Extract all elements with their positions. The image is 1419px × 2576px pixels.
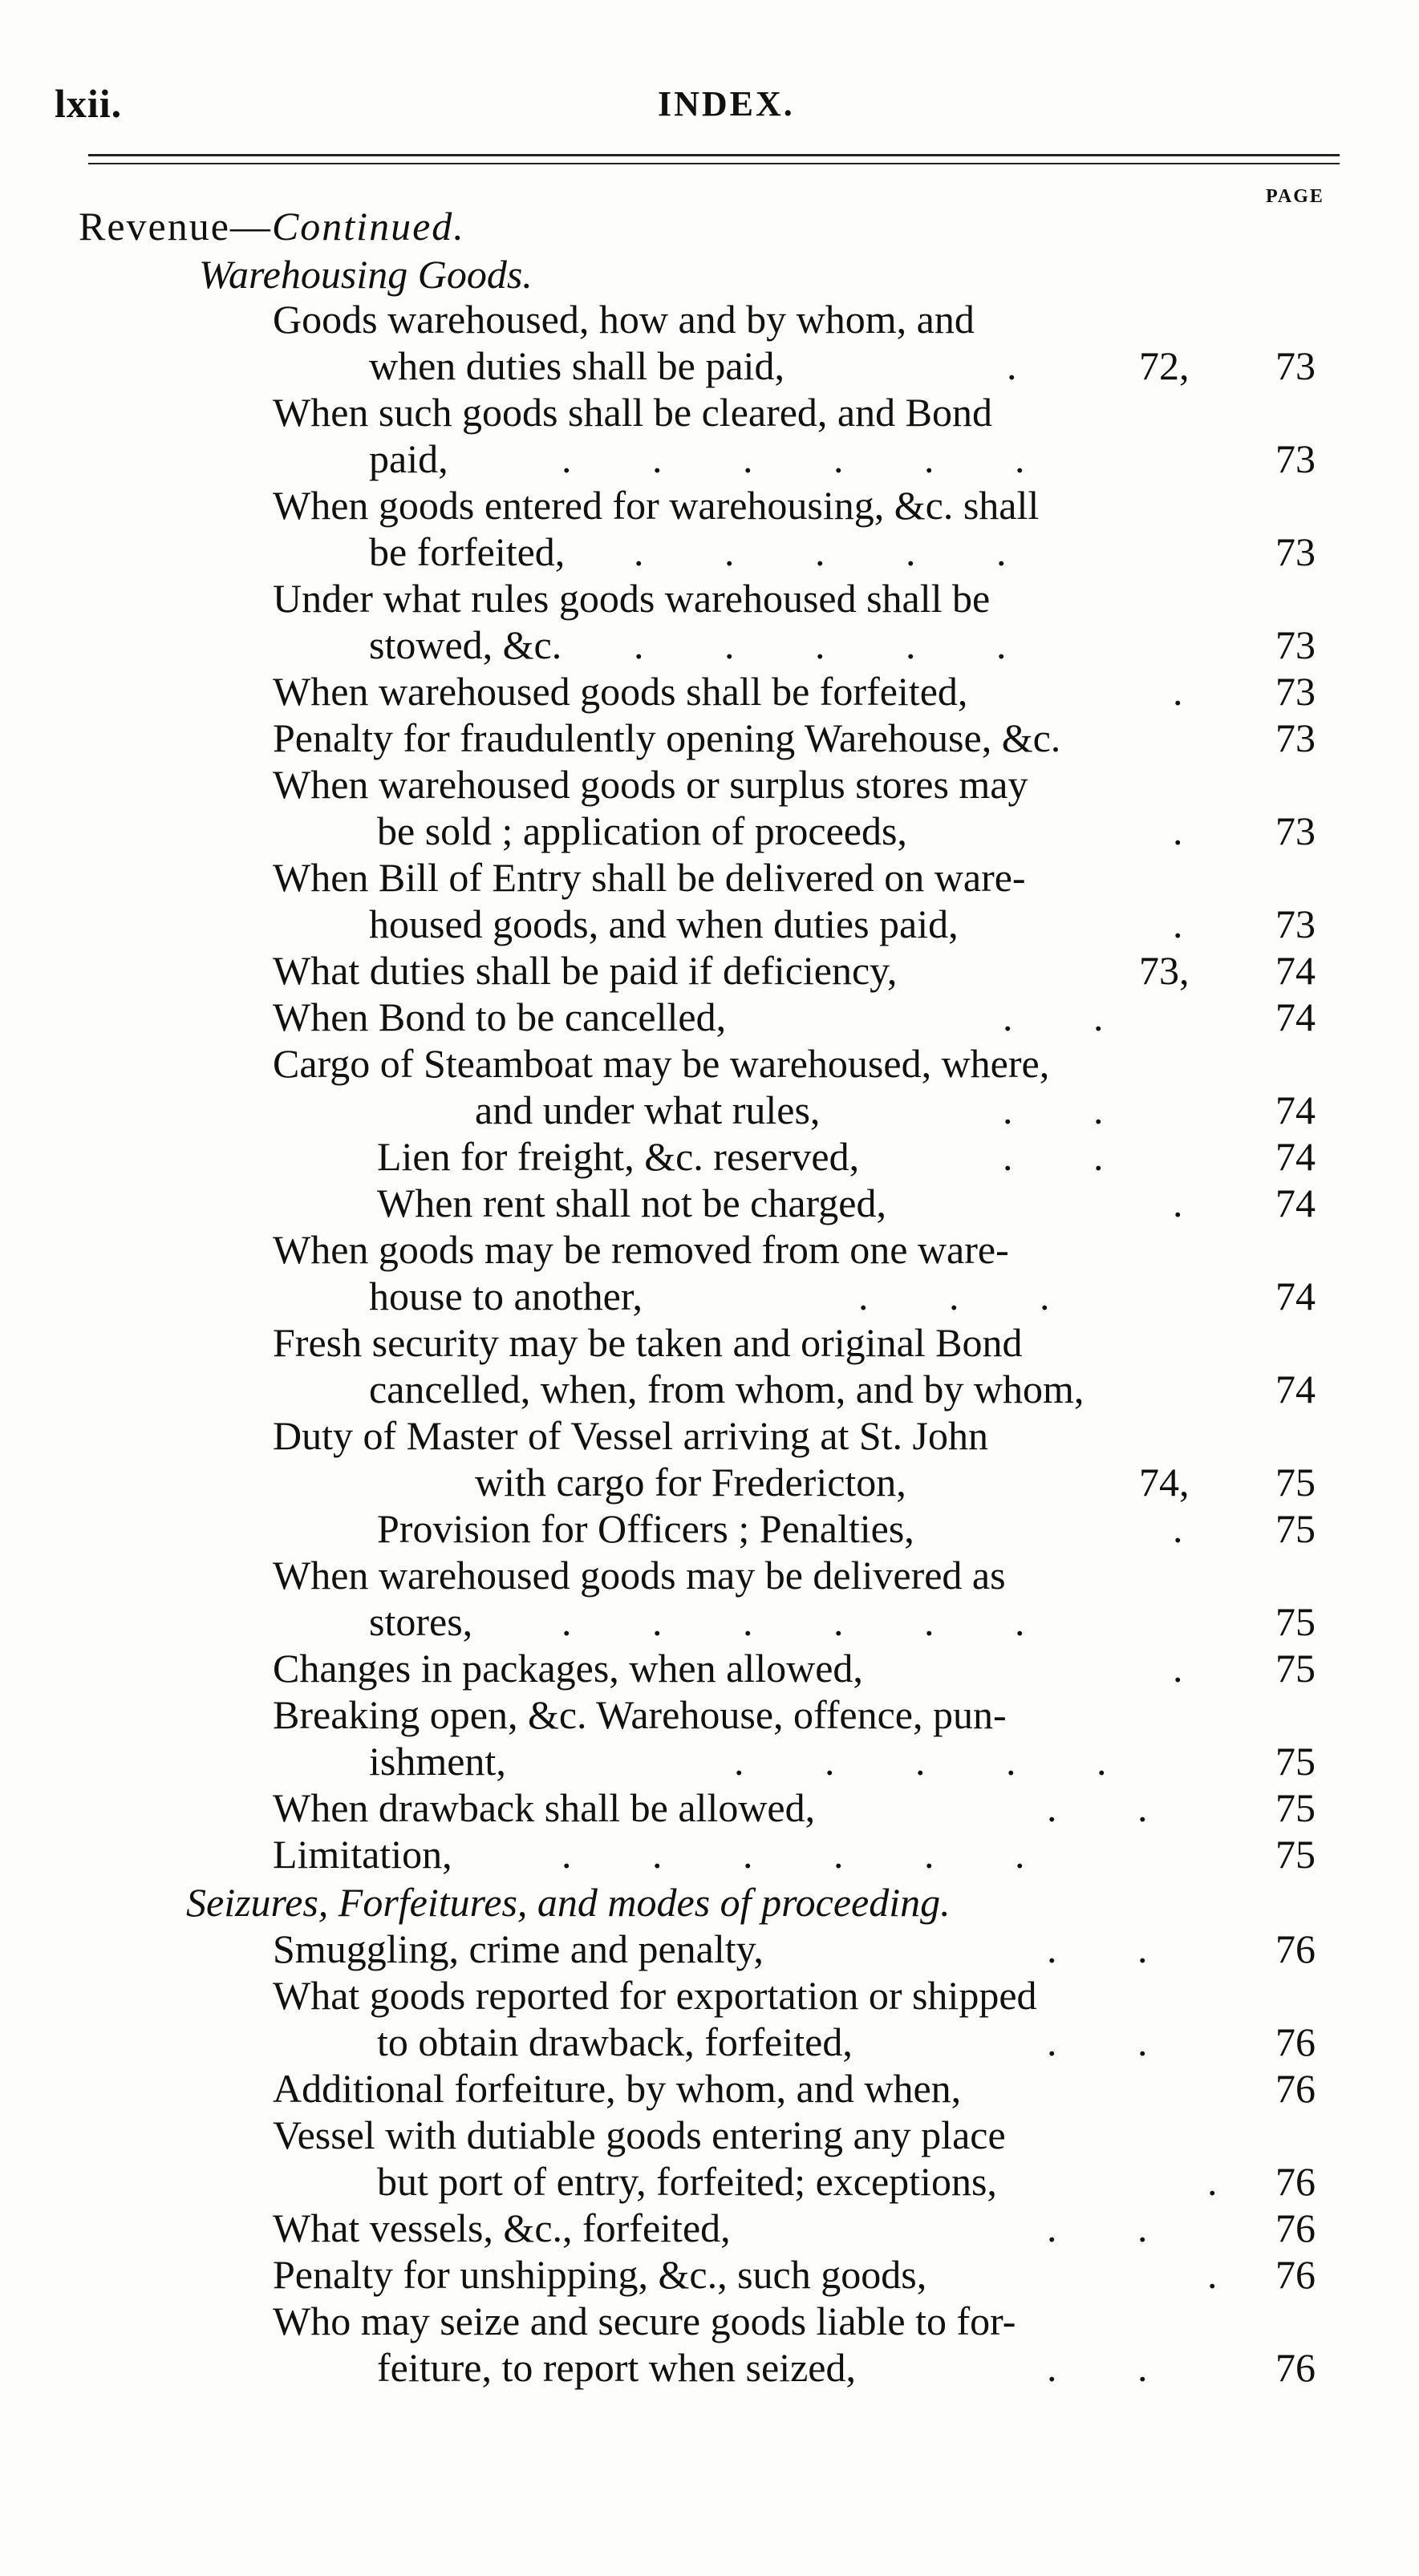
leader-dots: . . .: [858, 1274, 1085, 1318]
entry-text: Provision for Officers ; Penalties,: [377, 1506, 914, 1551]
entry-text: What goods reported for exportation or shipped: [273, 1973, 1037, 2018]
index-entry: [0, 295, 1419, 343]
leader-dots: . . . . . .: [562, 1832, 1060, 1877]
entry-text: housed goods, and when duties paid,: [369, 901, 959, 946]
index-entry: [0, 853, 1419, 901]
index-entry: [0, 1039, 1419, 1088]
index-entry: [0, 1272, 1419, 1320]
entry-text: Limitation,: [273, 1832, 452, 1877]
leader-dots: . .: [1047, 1926, 1183, 1971]
entry-text: Lien for freight, &c. reserved,: [377, 1134, 860, 1179]
leader-dots: . . . . . .: [562, 1599, 1060, 1644]
index-entry: [0, 1365, 1419, 1413]
index-entry: [0, 667, 1419, 715]
entry-page-ref: 74,: [1139, 1460, 1190, 1505]
leader-dots: . .: [1047, 1785, 1183, 1830]
leader-dots: . . . . .: [734, 1739, 1142, 1784]
entry-page-ref: 75: [1275, 1506, 1316, 1551]
section-seizures: Seizures, Forfeitures, and modes of proceeding.: [186, 1880, 951, 1925]
entry-page-ref: 73: [1275, 622, 1316, 667]
entry-text: ishment,: [369, 1739, 506, 1784]
entry-text: When such goods shall be cleared, and Bond: [273, 390, 992, 435]
entry-text: when duties shall be paid,: [369, 343, 785, 388]
entry-page-ref: 73: [1275, 436, 1316, 481]
entry-text: Smuggling, crime and penalty,: [273, 1926, 764, 1971]
leader-dots: . . . . .: [634, 529, 1042, 574]
index-entry: [0, 1505, 1419, 1553]
index-entry: [0, 1318, 1419, 1367]
entry-text: house to another,: [369, 1274, 643, 1318]
index-entry: [0, 1784, 1419, 1832]
index-entry: [0, 2157, 1419, 2205]
index-entry: [0, 481, 1419, 529]
entry-page-ref: 74: [1275, 1367, 1316, 1412]
index-entry: [0, 1598, 1419, 1646]
page-number: lxii.: [55, 81, 123, 126]
leader-dots: .: [1007, 343, 1017, 388]
entry-text: to obtain drawback, forfeited,: [377, 2019, 853, 2064]
entry-text: Goods warehoused, how and by whom, and: [273, 297, 975, 342]
index-entry: [0, 946, 1419, 994]
entry-text: cancelled, when, from whom, and by whom,: [369, 1367, 1085, 1412]
entry-page-ref: 73: [1275, 808, 1316, 853]
leader-dots: . .: [1047, 2345, 1183, 2390]
entry-page-ref: 73: [1275, 901, 1316, 946]
index-entry: [0, 760, 1419, 808]
entry-text: Penalty for unshipping, &c., such goods,: [273, 2252, 927, 2297]
index-entry: [0, 2111, 1419, 2159]
index-entry: [0, 714, 1419, 762]
header-rule-thin: [88, 163, 1340, 164]
entry-text: Penalty for fraudulently opening Warehouse, &c.: [273, 715, 1061, 760]
entry-page-ref: 74: [1275, 1134, 1316, 1179]
entry-text: Cargo of Steamboat may be warehoused, where,: [273, 1041, 1050, 1086]
entry-text: When warehoused goods shall be forfeited,: [273, 669, 968, 714]
entry-text: with cargo for Fredericton,: [475, 1460, 906, 1505]
entry-page-ref: 72,: [1139, 343, 1190, 388]
heading-continued: Continued.: [271, 204, 465, 249]
index-entry: [0, 1551, 1419, 1599]
leader-dots: .: [1173, 901, 1183, 946]
entry-page-ref: 75: [1275, 1832, 1316, 1877]
index-entry: [0, 993, 1419, 1041]
entry-page-ref: 73: [1275, 529, 1316, 574]
page-column-label: PAGE: [1266, 186, 1324, 207]
leader-dots: . .: [1003, 1134, 1139, 1179]
entry-text: Additional forfeiture, by whom, and when,: [273, 2066, 962, 2111]
leader-dots: . .: [1003, 1088, 1139, 1132]
entry-text: When goods may be removed from one ware-: [273, 1227, 1009, 1272]
entry-text: What vessels, &c., forfeited,: [273, 2205, 731, 2250]
entry-page-ref: 73: [1275, 343, 1316, 388]
leader-dots: .: [1173, 1646, 1183, 1691]
entry-text: When goods entered for warehousing, &c. shall: [273, 483, 1040, 528]
index-entry: [0, 1179, 1419, 1227]
index-entry: [0, 2018, 1419, 2066]
header-rule: [88, 154, 1340, 156]
entry-text: When drawback shall be allowed,: [273, 1785, 816, 1830]
leader-dots: .: [1173, 1181, 1183, 1225]
entry-text: stores,: [369, 1599, 473, 1644]
section-heading: [0, 1878, 1419, 1926]
index-entry: [0, 2297, 1419, 2345]
entry-page-ref: 75: [1275, 1785, 1316, 1830]
leader-dots: .: [1173, 669, 1183, 714]
entry-text: be forfeited,: [369, 529, 566, 574]
index-entry: [0, 1830, 1419, 1878]
entry-text: stowed, &c.: [369, 622, 562, 667]
entry-page-ref: 74: [1275, 948, 1316, 993]
index-entry: [0, 807, 1419, 855]
index-entry: [0, 435, 1419, 483]
entry-text: be sold ; application of proceeds,: [377, 808, 907, 853]
entry-text: Breaking open, &c. Warehouse, offence, pun-: [273, 1692, 1007, 1737]
index-entry: [0, 1086, 1419, 1134]
entry-text: but port of entry, forfeited; exceptions,: [377, 2159, 997, 2204]
entry-page-ref: 76: [1275, 2019, 1316, 2064]
index-entry: [0, 1925, 1419, 1973]
index-entry: [0, 621, 1419, 669]
index-entry: [0, 1132, 1419, 1181]
entry-text: When warehoused goods or surplus stores may: [273, 762, 1028, 807]
entry-page-ref: 75: [1275, 1599, 1316, 1644]
entry-page-ref: 76: [1275, 1926, 1316, 1971]
entry-page-ref: 76: [1275, 2205, 1316, 2250]
index-entry: [0, 2343, 1419, 2392]
entry-page-ref: 73,: [1139, 948, 1190, 993]
entry-text: When Bill of Entry shall be delivered on ware-: [273, 855, 1026, 900]
leader-dots: .: [1173, 808, 1183, 853]
entry-page-ref: 76: [1275, 2066, 1316, 2111]
leader-dots: . .: [1003, 994, 1139, 1039]
entry-text: When Bond to be cancelled,: [273, 994, 727, 1039]
leader-dots: .: [1207, 2159, 1218, 2204]
leader-dots: . .: [1047, 2019, 1183, 2064]
entry-text: When warehoused goods may be delivered as: [273, 1553, 1006, 1598]
index-entry: [0, 574, 1419, 622]
index-entry: [0, 1737, 1419, 1785]
index-entry: [0, 1412, 1419, 1460]
index-entry: [0, 1458, 1419, 1506]
index-entry: [0, 388, 1419, 436]
index-entry: [0, 2204, 1419, 2252]
entry-text: feiture, to report when seized,: [377, 2345, 856, 2390]
index-entry: [0, 342, 1419, 390]
entry-text: Vessel with dutiable goods entering any place: [273, 2112, 1006, 2157]
index-entry: [0, 900, 1419, 948]
entry-page-ref: 73: [1275, 715, 1316, 760]
entry-text: Changes in packages, when allowed,: [273, 1646, 863, 1691]
entry-page-ref: 74: [1275, 1181, 1316, 1225]
leader-dots: . .: [1047, 2205, 1183, 2250]
index-entry: [0, 2064, 1419, 2112]
leader-dots: . . . . .: [634, 622, 1042, 667]
heading-revenue-text: Revenue—: [79, 204, 272, 249]
index-entry: [0, 2250, 1419, 2299]
section-heading: [0, 250, 1419, 298]
entry-page-ref: 73: [1275, 669, 1316, 714]
entry-page-ref: 74: [1275, 1274, 1316, 1318]
leader-dots: .: [1173, 1506, 1183, 1551]
section-warehousing: Warehousing Goods.: [199, 252, 533, 297]
index-entry: [0, 1971, 1419, 2019]
entry-page-ref: 75: [1275, 1460, 1316, 1505]
entry-page-ref: 75: [1275, 1646, 1316, 1691]
entry-text: Who may seize and secure goods liable to for-: [273, 2299, 1016, 2343]
index-entry: [0, 528, 1419, 576]
entry-text: What duties shall be paid if deficiency,: [273, 948, 898, 993]
leader-dots: . . . . . .: [562, 436, 1060, 481]
entry-page-ref: 74: [1275, 994, 1316, 1039]
heading-revenue: [79, 202, 465, 250]
entry-text: Duty of Master of Vessel arriving at St. John: [273, 1413, 989, 1458]
index-entry: [0, 1644, 1419, 1692]
entry-text: and under what rules,: [475, 1088, 821, 1132]
index-entry: [0, 1225, 1419, 1274]
entry-page-ref: 76: [1275, 2252, 1316, 2297]
entry-page-ref: 76: [1275, 2345, 1316, 2390]
index-entry: [0, 1691, 1419, 1739]
entry-page-ref: 74: [1275, 1088, 1316, 1132]
entry-text: paid,: [369, 436, 448, 481]
leader-dots: .: [1207, 2252, 1218, 2297]
entry-page-ref: 75: [1275, 1739, 1316, 1784]
entry-text: Under what rules goods warehoused shall be: [273, 576, 991, 621]
entry-text: Fresh security may be taken and original Bond: [273, 1320, 1023, 1365]
heading-line: [0, 202, 1419, 250]
entry-text: When rent shall not be charged,: [377, 1181, 886, 1225]
page-title: INDEX.: [658, 84, 795, 124]
entry-page-ref: 76: [1275, 2159, 1316, 2204]
